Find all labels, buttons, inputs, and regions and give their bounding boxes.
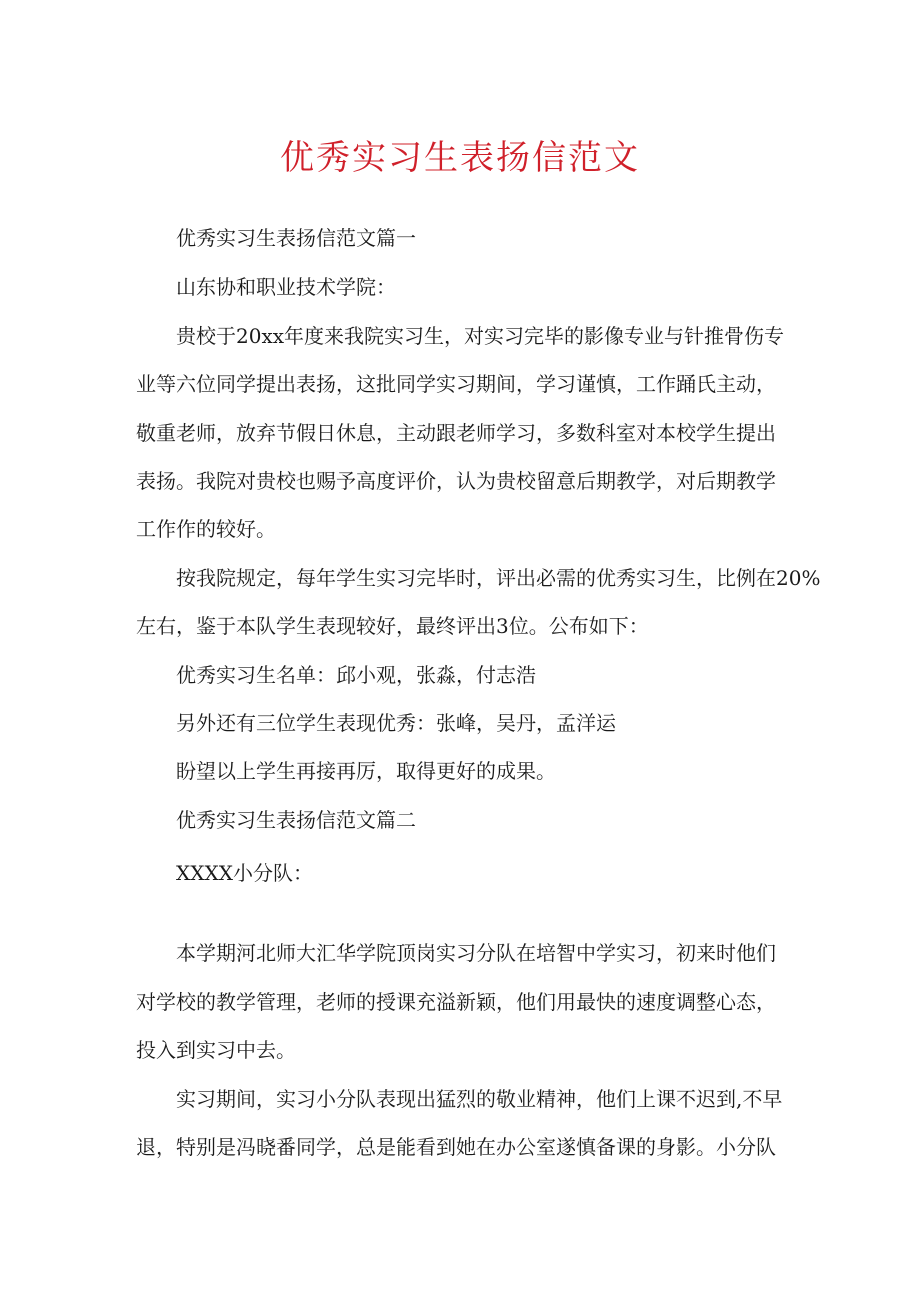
salutation-2: XXXX小分队： <box>176 861 313 885</box>
paragraph-line: 盼望以上学生再接再厉，取得更好的成果。 <box>176 759 556 783</box>
paragraph-line: 敬重老师，放弃节假日休息，主动跟老师学习，多数科室对本校学生提出 <box>136 421 776 445</box>
paragraph-line: 另外还有三位学生表现优秀：张峰，吴丹，孟洋运 <box>176 711 616 735</box>
paragraph-line: 优秀实习生名单：邱小观，张淼，付志浩 <box>176 663 536 687</box>
paragraph-line: 业等六位同学提出表扬，这批同学实习期间，学习谨慎，工作踊氏主动， <box>136 372 776 396</box>
paragraph-line: 实习期间，实习小分队表现出猛烈的敬业精神，他们上课不迟到,不早 <box>176 1087 783 1111</box>
section-heading-2: 优秀实习生表扬信范文篇二 <box>176 808 416 832</box>
paragraph-line: 本学期河北师大汇华学院顶岗实习分队在培智中学实习，初来时他们 <box>176 941 776 965</box>
salutation-1: 山东协和职业技术学院： <box>176 275 396 299</box>
paragraph-line: 左右，鉴于本队学生表现较好，最终评出3位。公布如下： <box>136 614 649 638</box>
paragraph-line: 按我院规定，每年学生实习完毕时，评出必需的优秀实习生，比例在20% <box>176 566 821 590</box>
paragraph-line: 贵校于20xx年度来我院实习生，对实习完毕的影像专业与针推骨伤专 <box>176 324 785 348</box>
section-heading-1: 优秀实习生表扬信范文篇一 <box>176 226 416 250</box>
paragraph-line: 工作作的较好。 <box>136 517 276 541</box>
paragraph-line: 表扬。我院对贵校也赐予高度评价，认为贵校留意后期教学，对后期教学 <box>136 469 776 493</box>
paragraph-line: 退，特别是冯晓番同学，总是能看到她在办公室遂慎备课的身影。小分队 <box>136 1135 776 1159</box>
paragraph-line: 对学校的教学管理，老师的授课充溢新颖，他们用最快的速度调整心态， <box>136 990 776 1014</box>
document-title: 优秀实习生表扬信范文 <box>280 138 640 178</box>
paragraph-line: 投入到实习中去。 <box>136 1038 296 1062</box>
